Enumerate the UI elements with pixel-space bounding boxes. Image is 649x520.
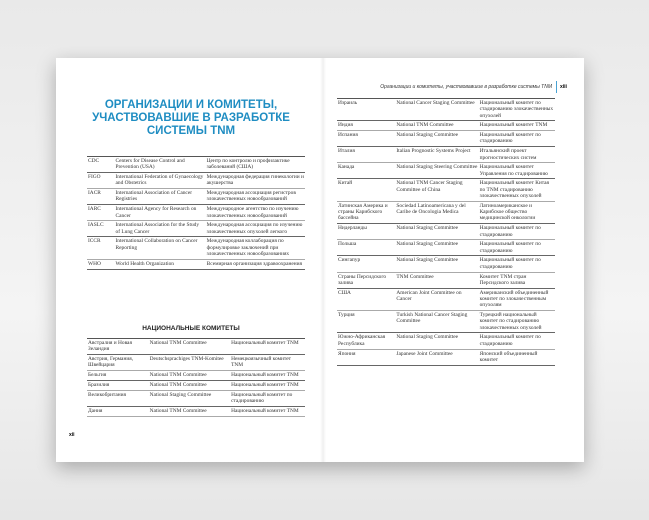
table-row: [87, 380, 305, 390]
cell-russian: Международная ассоциация регистров злокачественных новообразований: [206, 189, 305, 205]
cell-english: World Health Organization: [115, 259, 206, 269]
cell-english: National Staging Committee: [395, 256, 478, 272]
cell-english: International Association for the Study of Lung Cancer: [115, 221, 206, 237]
cell-name: IARC: [87, 205, 115, 221]
table-row: [337, 147, 555, 163]
table-row: [337, 288, 555, 310]
cell-russian: Национальный комитет TNM: [230, 339, 305, 355]
page-title: ОРГАНИЗАЦИИ И КОМИТЕТЫ, УЧАСТВОВАВШИЕ В РАЗРАБОТКЕ СИСТЕМЫ TNM: [92, 99, 290, 137]
cell-english: National Staging Committee: [149, 390, 230, 406]
table-row: [337, 272, 555, 288]
national-committees-heading: НАЦИОНАЛЬНЫЕ КОМИТЕТЫ: [142, 325, 240, 332]
cell-english: Italian Prognostic Systems Project: [395, 147, 478, 163]
table-row: [87, 371, 305, 381]
cell-english: Sociedad Latinoamericana y del Caribe de Oncologia Medica: [395, 201, 478, 223]
cell-name: Испания: [337, 131, 395, 147]
cell-russian: Итальянский проект прогностических систем: [479, 147, 555, 163]
organizations-table: [87, 156, 305, 270]
table-row: [87, 173, 305, 189]
table-row: [87, 189, 305, 205]
book-spread: [56, 58, 584, 462]
table-row: [87, 221, 305, 237]
cell-russian: Национальный комитет по стадированию: [479, 224, 555, 240]
table-row: [87, 259, 305, 269]
cell-russian: Национальный комитет TNM: [230, 380, 305, 390]
table-row: [87, 355, 305, 371]
cell-english: National TNM Committee: [149, 339, 230, 355]
cell-english: International Association of Cancer Registries: [115, 189, 206, 205]
gutter: [320, 58, 326, 462]
cell-english: National TNM Committee: [149, 371, 230, 381]
cell-english: National Staging Committee: [395, 131, 478, 147]
cell-russian: Всемирная организация здравоохранения: [206, 259, 305, 269]
cell-english: National TNM Cancer Staging Committee of China: [395, 179, 478, 201]
cell-english: Turkish National Cancer Staging Committee: [395, 311, 478, 333]
national-committees-table-right: [337, 98, 555, 366]
cell-russian: Международная федерация гинекологии и акушерства: [206, 173, 305, 189]
cell-english: National Staging Committee: [395, 333, 478, 349]
cell-english: International Agency for Research on Cancer: [115, 205, 206, 221]
cell-russian: Комитет TNM стран Персидского залива: [479, 272, 555, 288]
cell-russian: Международная ассоциация по изучению злокачественных опухолей легкого: [206, 221, 305, 237]
table-row: [337, 121, 555, 131]
cell-english: International Collaboration on Cancer Reporting: [115, 237, 206, 259]
cell-english: National TNM Committee: [395, 121, 478, 131]
cell-english: Japanese Joint Committee: [395, 349, 478, 365]
table-row: [337, 256, 555, 272]
cell-name: Турция: [337, 311, 395, 333]
cell-name: Великобритания: [87, 390, 149, 406]
table-row: [337, 201, 555, 223]
cell-english: National Staging Steering Committee: [395, 163, 478, 179]
cell-russian: Национальный комитет Китая по TNM стадированию злокачественных опухолей: [479, 179, 555, 201]
page-number-right: xiii: [560, 84, 567, 90]
cell-russian: Национальный комитет TNM: [479, 121, 555, 131]
table-row: [337, 163, 555, 179]
cell-name: Австралия и Новая Зеландия: [87, 339, 149, 355]
cell-russian: Американский объединенный комитет по злокачественным опухолям: [479, 288, 555, 310]
running-header: Организации и комитеты, участвовавшие в разработке системы TNM: [380, 84, 552, 90]
cell-name: CDC: [87, 157, 115, 173]
table-row: [87, 339, 305, 355]
cell-english: International Federation of Gynaecology and Obstetrics: [115, 173, 206, 189]
cell-russian: Центр по контролю и профилактике заболеваний (США): [206, 157, 305, 173]
cell-english: American Joint Committee on Cancer: [395, 288, 478, 310]
cell-russian: Национальный комитет по стадированию: [479, 131, 555, 147]
cell-name: IASLC: [87, 221, 115, 237]
cell-name: Польша: [337, 240, 395, 256]
cell-english: National Staging Committee: [395, 240, 478, 256]
table-row: [337, 99, 555, 121]
cell-name: Бельгия: [87, 371, 149, 381]
table-row: [87, 205, 305, 221]
cell-russian: Национальный комитет по стадированию: [479, 333, 555, 349]
table-row: [337, 311, 555, 333]
table-row: [87, 157, 305, 173]
cell-name: FIGO: [87, 173, 115, 189]
cell-english: National Staging Committee: [395, 224, 478, 240]
cell-russian: Национальный комитет по стадированию злокачественных опухолей: [479, 99, 555, 121]
cell-russian: Национальный комитет по стадированию: [479, 256, 555, 272]
table-row: [337, 240, 555, 256]
cell-russian: Турецкий национальный комитет по стадированию злокачественных опухолей: [479, 311, 555, 333]
cell-name: Страны Персидского залива: [337, 272, 395, 288]
cell-name: Япония: [337, 349, 395, 365]
cell-english: National Cancer Staging Committee: [395, 99, 478, 121]
table-row: [337, 349, 555, 365]
cell-name: Италия: [337, 147, 395, 163]
cell-russian: Национальный комитет по стадированию: [230, 390, 305, 406]
cell-russian: Немецкоязычный комитет TNM: [230, 355, 305, 371]
cell-english: National TNM Committee: [149, 380, 230, 390]
cell-russian: Национальный комитет TNM: [230, 406, 305, 416]
cell-name: Австрия, Германия, Швейцария: [87, 355, 149, 371]
cell-russian: Национальный комитет TNM: [230, 371, 305, 381]
cell-english: National TNM Committee: [149, 406, 230, 416]
table-row: [337, 179, 555, 201]
cell-name: Канада: [337, 163, 395, 179]
cell-russian: Латиноамериканское и Карибское общество медицинской онкологии: [479, 201, 555, 223]
cell-name: Сингапур: [337, 256, 395, 272]
table-row: [337, 131, 555, 147]
cell-russian: Национальный комитет Управления по стадированию: [479, 163, 555, 179]
table-row: [87, 406, 305, 416]
header-divider: [556, 81, 557, 93]
page-number-left: xii: [69, 432, 75, 438]
cell-russian: Национальный комитет по стадированию: [479, 240, 555, 256]
cell-name: Израиль: [337, 99, 395, 121]
cell-name: Бразилия: [87, 380, 149, 390]
cell-russian: Международная коллаборация по формулировке заключений при злокачественных новообразованиях: [206, 237, 305, 259]
table-row: [337, 333, 555, 349]
national-committees-table-left: [87, 338, 305, 417]
cell-name: IACR: [87, 189, 115, 205]
cell-english: Centers for Disease Control and Prevention (USA): [115, 157, 206, 173]
cell-name: Индия: [337, 121, 395, 131]
cell-english: Deutschsprachiges TNM-Komitee: [149, 355, 230, 371]
cell-name: Дания: [87, 406, 149, 416]
cell-name: Латинская Америка и страны Карибского бассейна: [337, 201, 395, 223]
cell-name: WHO: [87, 259, 115, 269]
cell-english: TNM Committee: [395, 272, 478, 288]
cell-name: Южно-Африканская Республика: [337, 333, 395, 349]
table-row: [337, 224, 555, 240]
cell-russian: Международное агентство по изучению злокачественных новообразований: [206, 205, 305, 221]
cell-name: Китай: [337, 179, 395, 201]
cell-name: США: [337, 288, 395, 310]
cell-name: Нидерланды: [337, 224, 395, 240]
table-row: [87, 237, 305, 259]
cell-name: ICCR: [87, 237, 115, 259]
cell-russian: Японский объединенный комитет: [479, 349, 555, 365]
table-row: [87, 390, 305, 406]
